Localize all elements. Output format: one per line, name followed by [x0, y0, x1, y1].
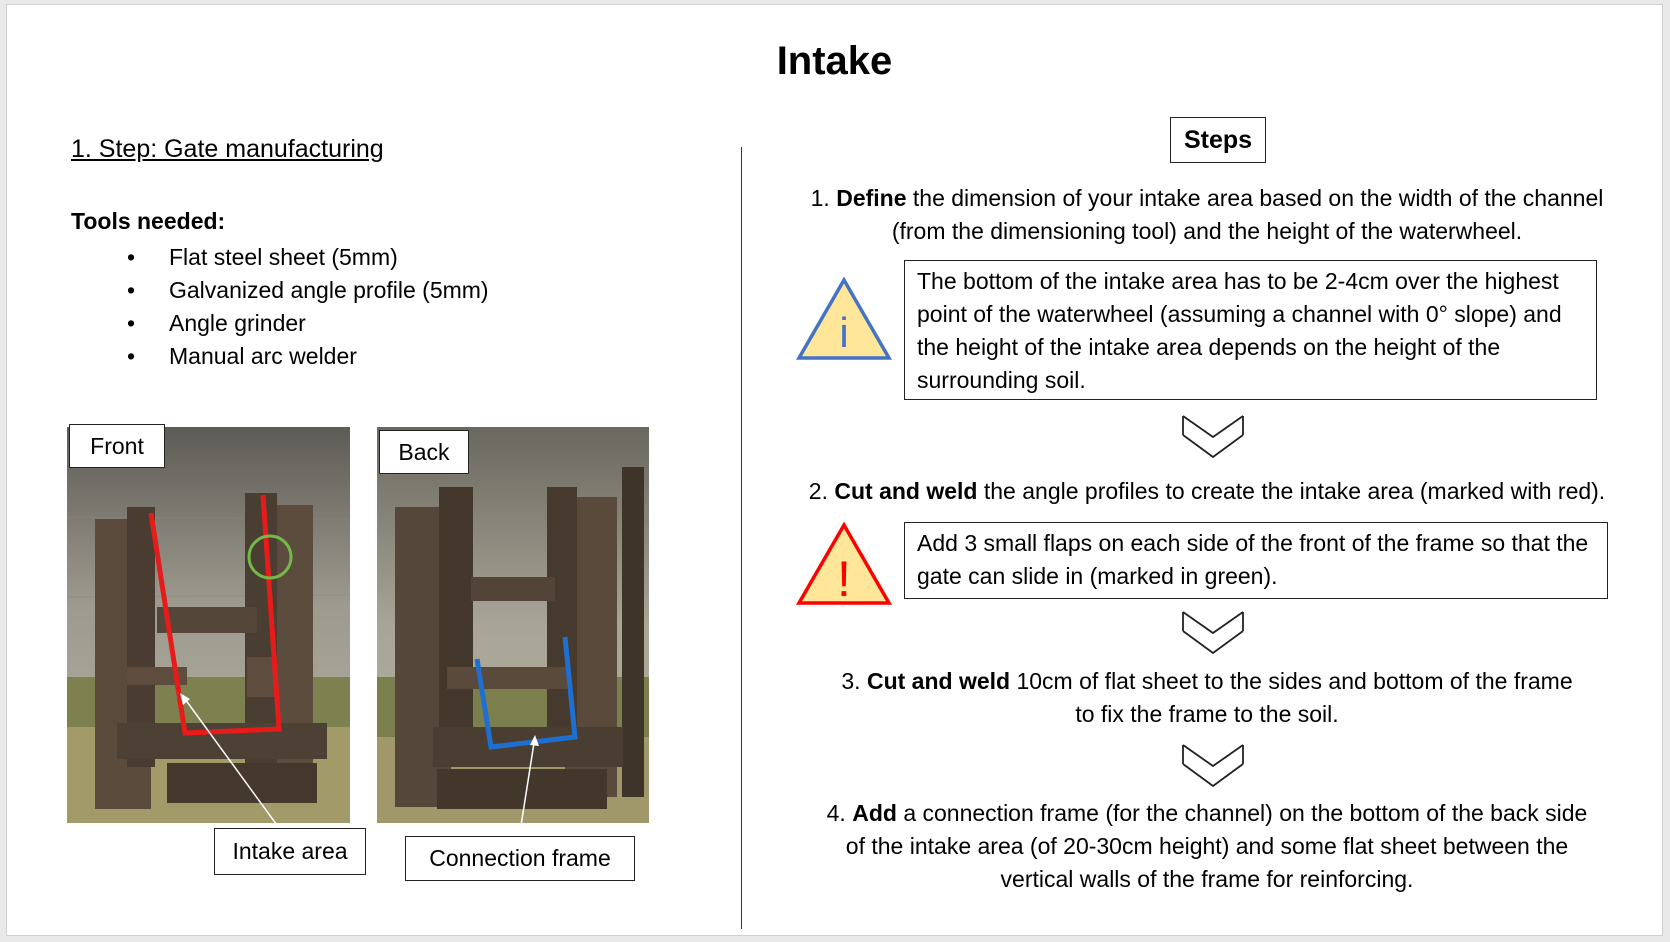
- svg-text:i: i: [839, 309, 849, 356]
- warning-triangle-icon: [795, 520, 893, 608]
- list-item: • Flat steel sheet (5mm): [127, 241, 489, 274]
- step-4: 4. Add a connection frame (for the channel) on the bottom of the back side of the intake area (of 20-30cm height) and some flat sheet between the vertical walls of the frame for reinforcing.: [826, 800, 1588, 892]
- tools-heading: Tools needed:: [71, 208, 226, 234]
- list-item: • Galvanized angle profile (5mm): [127, 274, 489, 307]
- connection-frame-callout: Connection frame: [405, 836, 635, 881]
- front-photo: [67, 427, 350, 823]
- steps-heading: Steps: [1170, 117, 1266, 163]
- step-3: 3. Cut and weld 10cm of flat sheet to the sides and bottom of the frame to fix the frame to the soil.: [841, 668, 1573, 727]
- warning-note: Add 3 small flaps on each side of the front of the frame so that the gate can slide in (marked in green).: [904, 522, 1608, 599]
- bullet-icon: •: [127, 277, 136, 303]
- back-photo: [377, 427, 649, 823]
- info-triangle-icon: [795, 275, 893, 363]
- bullet-icon: •: [127, 244, 136, 270]
- intake-area-callout: Intake area: [214, 828, 366, 875]
- back-label: Back: [379, 430, 469, 474]
- info-note: The bottom of the intake area has to be 2-4cm over the highest point of the waterwheel (assuming a channel with 0° slope) and the height of the intake area depends on the height of the surrounding soil.: [904, 260, 1597, 400]
- chevron-down-icon: [1180, 740, 1246, 790]
- column-divider: [741, 147, 742, 929]
- step-1: 1. Define the dimension of your intake area based on the width of the channel (from the dimensioning tool) and the height of the waterwheel.: [810, 185, 1604, 244]
- svg-text:!: !: [837, 551, 851, 607]
- slide: [6, 4, 1663, 936]
- chevron-down-icon: [1180, 411, 1246, 461]
- list-item: • Angle grinder: [127, 307, 489, 340]
- bullet-icon: •: [127, 310, 136, 336]
- front-label: Front: [69, 424, 165, 468]
- step-heading: 1. Step: Gate manufacturing: [71, 135, 384, 163]
- step-2: 2. Cut and weld the angle profiles to create the intake area (marked with red).: [808, 478, 1606, 504]
- chevron-down-icon: [1180, 607, 1246, 657]
- slide-title: Intake: [776, 39, 893, 83]
- list-item: • Manual arc welder: [127, 340, 489, 373]
- bullet-icon: •: [127, 343, 136, 369]
- tools-list: [127, 241, 489, 373]
